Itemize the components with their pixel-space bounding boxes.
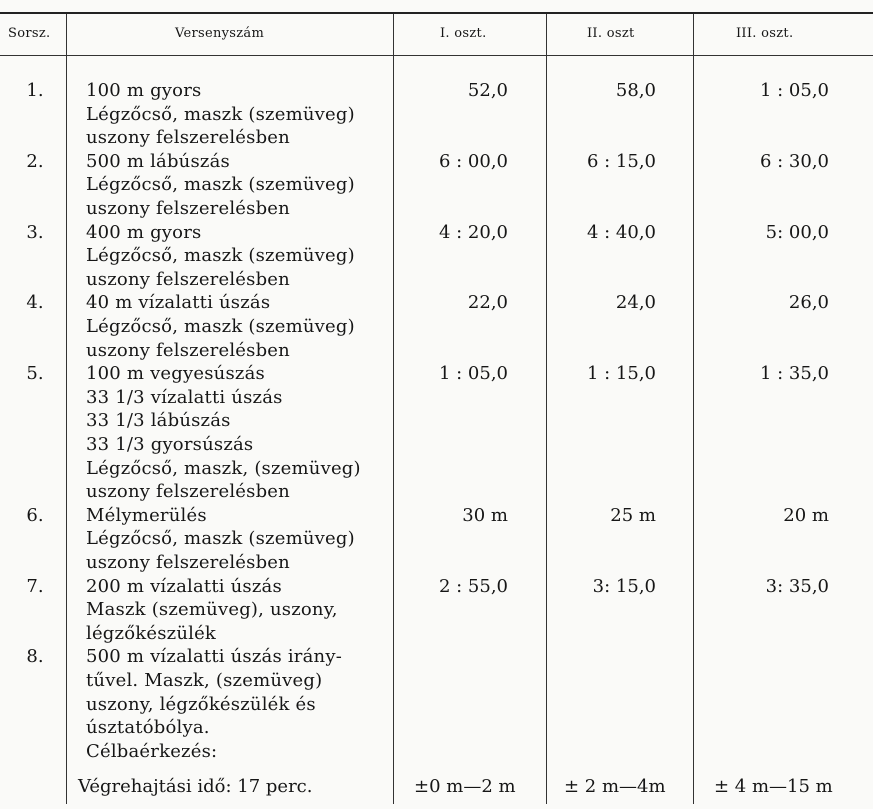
tolerance-oszt1: ±0 m—2 m [414, 776, 516, 797]
event-description-line: Légzőcső, maszk, (szemüveg) [86, 457, 361, 479]
event-description-line: 500 m lábúszás [86, 150, 230, 172]
row-number: 1. [26, 80, 44, 101]
event-description-line: 200 m vízalatti úszás [86, 575, 282, 597]
header-oszt1: I. oszt. [440, 26, 487, 41]
event-description-line: 500 m vízalatti úszás irány- [86, 646, 342, 668]
event-description-line: Célbaérkezés: [86, 740, 218, 762]
table-row [0, 575, 873, 646]
result-oszt2: 25 m [610, 504, 656, 526]
row-number: 3. [26, 221, 44, 243]
event-description [86, 221, 391, 292]
result-oszt2: 4 : 40,0 [586, 221, 656, 243]
result-oszt1: 22,0 [467, 292, 508, 314]
row-number: 7. [26, 575, 44, 597]
event-description [86, 575, 391, 646]
event-description-line: tűvel. Maszk, (szemüveg) [86, 669, 323, 691]
event-description-line: Légzőcső, maszk (szemüveg) [86, 174, 355, 196]
table-row [0, 150, 873, 221]
table-row [0, 362, 873, 504]
event-description-line: uszony felszerelésben [86, 481, 290, 503]
event-description-line: úsztatóbólya. [86, 717, 210, 739]
table-row [0, 291, 873, 362]
header-versenyszam: Versenyszám [175, 26, 265, 41]
header-rule [0, 55, 873, 56]
table-row [0, 221, 873, 292]
result-oszt1: 30 m [462, 504, 508, 526]
event-description-line: Maszk (szemüveg), uszony, [86, 599, 338, 621]
event-description [86, 645, 391, 763]
result-oszt3: 26,0 [788, 292, 829, 314]
event-description-line: Légzőcső, maszk (szemüveg) [86, 315, 355, 337]
event-description [86, 79, 391, 150]
result-oszt2: 3: 15,0 [592, 575, 656, 597]
table-row [0, 79, 873, 150]
row-number: 4. [26, 292, 44, 314]
tolerance-oszt3: ± 4 m—15 m [714, 776, 833, 797]
event-description [86, 504, 391, 575]
event-description [86, 150, 391, 221]
result-oszt2: 1 : 15,0 [586, 363, 656, 385]
result-oszt1: 52,0 [467, 80, 508, 101]
event-description-line: 33 1/3 vízalatti úszás [86, 386, 283, 408]
row-number: 8. [26, 646, 44, 668]
header-oszt3: III. oszt. [736, 26, 794, 41]
result-oszt1: 1 : 05,0 [438, 363, 508, 385]
result-oszt1: 2 : 55,0 [438, 575, 508, 597]
tolerance-oszt2: ± 2 m—4m [564, 776, 666, 797]
header-sorsz: Sorsz. [8, 26, 51, 41]
event-description-line: 400 m gyors [86, 221, 202, 243]
row-number: 6. [26, 504, 44, 526]
event-description-line: 100 m vegyesúszás [86, 363, 265, 385]
table-row [0, 645, 873, 763]
result-oszt1: 6 : 00,0 [438, 150, 508, 172]
event-description-line: 33 1/3 lábúszás [86, 410, 231, 432]
event-description-line: 33 1/3 gyorsúszás [86, 433, 254, 455]
result-oszt3: 1 : 35,0 [759, 363, 829, 385]
result-oszt3: 20 m [783, 504, 829, 526]
result-oszt1: 4 : 20,0 [438, 221, 508, 243]
result-oszt3: 3: 35,0 [765, 575, 829, 597]
row-number: 2. [26, 150, 44, 172]
event-description [86, 291, 391, 362]
result-oszt3: 6 : 30,0 [759, 150, 829, 172]
result-oszt2: 6 : 15,0 [586, 150, 656, 172]
event-description-line: Légzőcső, maszk (szemüveg) [86, 245, 355, 267]
event-description [86, 362, 391, 504]
event-description-line: uszony felszerelésben [86, 551, 290, 573]
event-description-line: Légzőcső, maszk (szemüveg) [86, 103, 355, 125]
event-description-line: uszony felszerelésben [86, 197, 290, 219]
row-number: 5. [26, 363, 44, 385]
result-oszt2: 58,0 [615, 80, 656, 101]
event-description-line: 40 m vízalatti úszás [86, 292, 271, 314]
result-oszt2: 24,0 [615, 292, 656, 314]
execution-time: Végrehajtási idő: 17 perc. [78, 776, 313, 797]
event-description-line: 100 m gyors [86, 80, 202, 101]
header-oszt2: II. oszt [587, 26, 635, 41]
event-description-line: Mélymerülés [86, 504, 207, 526]
result-oszt3: 5: 00,0 [765, 221, 829, 243]
event-description-line: légzőkészülék [86, 622, 217, 644]
table-row [0, 504, 873, 575]
result-oszt3: 1 : 05,0 [759, 80, 829, 101]
event-description-line: uszony felszerelésben [86, 339, 290, 361]
event-description-line: uszony felszerelésben [86, 127, 290, 149]
event-description-line: uszony, légzőkészülék és [86, 693, 316, 715]
event-description-line: uszony felszerelésben [86, 268, 290, 290]
table-top-rule [0, 12, 873, 14]
event-description-line: Légzőcső, maszk (szemüveg) [86, 528, 355, 550]
